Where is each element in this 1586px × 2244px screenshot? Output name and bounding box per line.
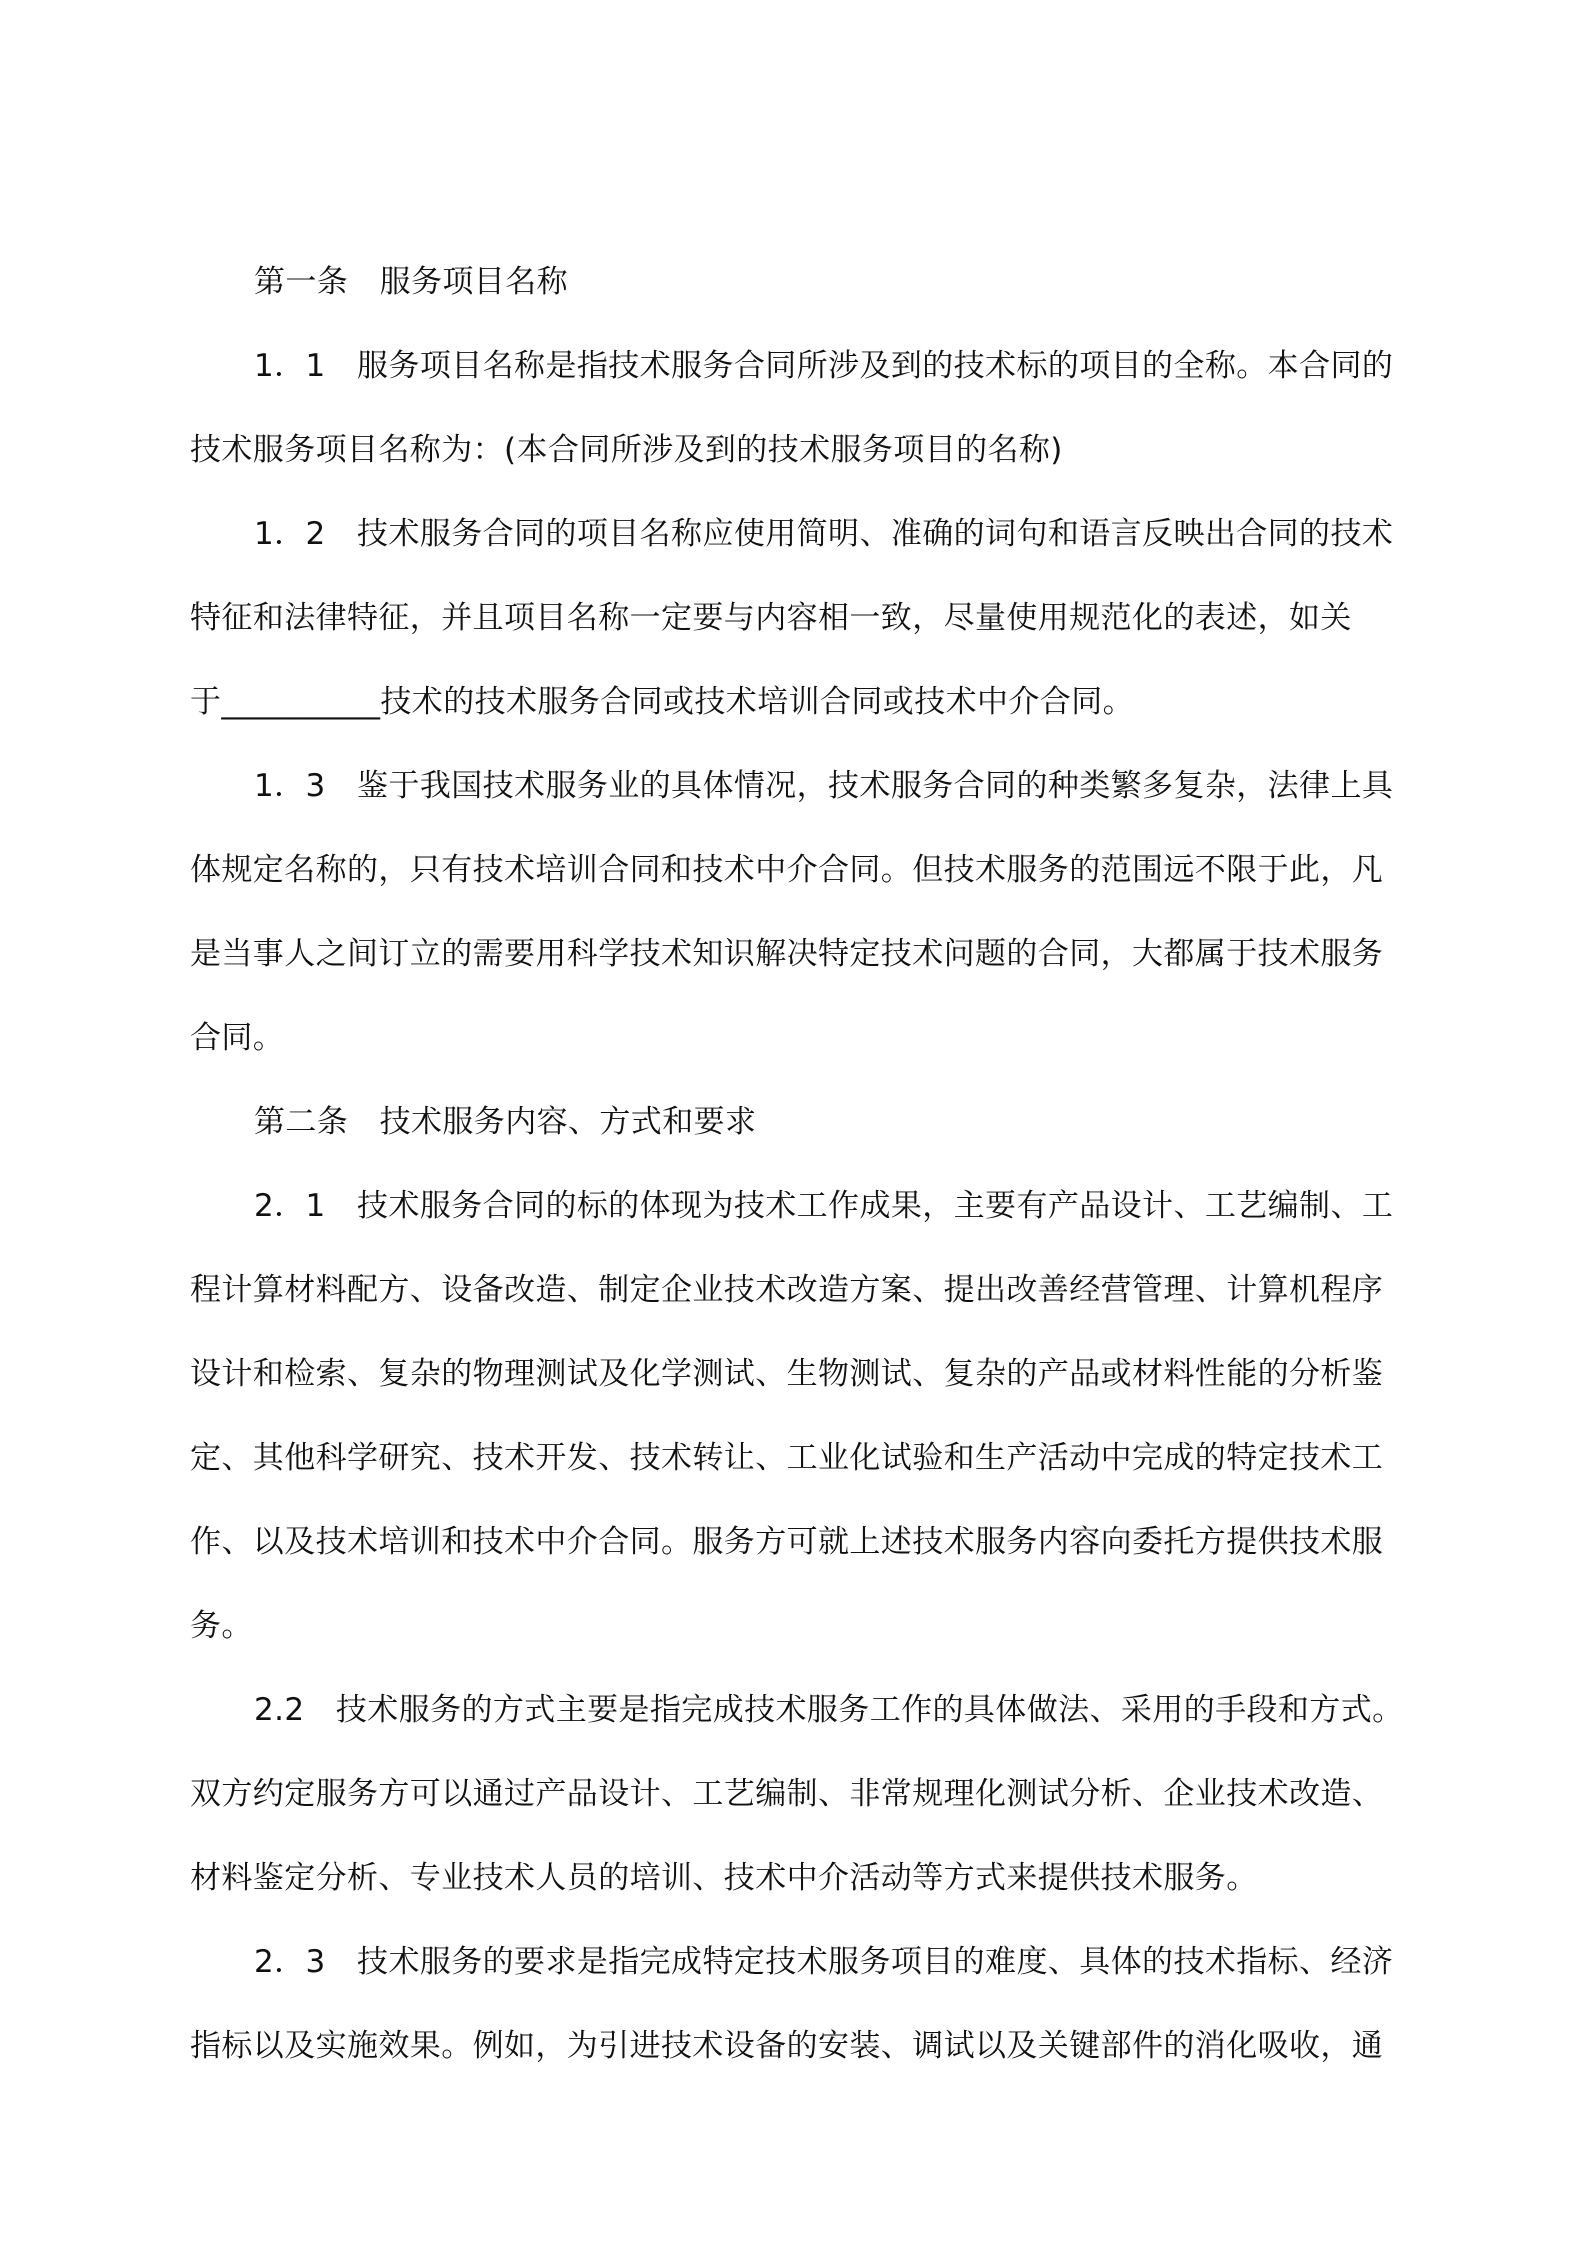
article-1-heading: 第一条 服务项目名称 xyxy=(254,264,568,300)
clause-2-2-line-2: 双方约定服务方可以通过产品设计、工艺编制、非常规理化测试分析、企业技术改造、 xyxy=(190,1776,1384,1812)
clause-2-1-line-6: 务。 xyxy=(190,1608,253,1644)
clause-2-1-line-1: 2．1 技术服务合同的标的体现为技术工作成果，主要有产品设计、工艺编制、工 xyxy=(254,1188,1394,1224)
clause-1-2-line-2: 特征和法律特征，并且项目名称一定要与内容相一致，尽量使用规范化的表述，如关 xyxy=(190,600,1352,636)
clause-1-3-line-2: 体规定名称的，只有技术培训合同和技术中介合同。但技术服务的范围远不限于此，凡 xyxy=(190,852,1384,888)
clause-2-3-line-2: 指标以及实施效果。例如，为引进技术设备的安装、调试以及关键部件的消化吸收，通 xyxy=(190,2028,1384,2064)
article-2-heading: 第二条 技术服务内容、方式和要求 xyxy=(254,1104,757,1140)
clause-2-1-line-5: 作、以及技术培训和技术中介合同。服务方可就上述技术服务内容向委托方提供技术服 xyxy=(190,1524,1384,1560)
clause-1-3-line-4: 合同。 xyxy=(190,1020,285,1056)
clause-2-2-line-3: 材料鉴定分析、专业技术人员的培训、技术中介活动等方式来提供技术服务。 xyxy=(190,1860,1258,1896)
clause-1-1-line-2: 技术服务项目名称为：(本合同所涉及到的技术服务项目的名称) xyxy=(190,432,1063,468)
clause-1-3-line-1: 1．3 鉴于我国技术服务业的具体情况，技术服务合同的种类繁多复杂，法律上具 xyxy=(254,768,1394,804)
document-body xyxy=(190,240,1405,2088)
clause-2-3-line-1: 2．3 技术服务的要求是指完成特定技术服务项目的难度、具体的技术指标、经济 xyxy=(254,1944,1394,1980)
clause-1-1-line-1: 1．1 服务项目名称是指技术服务合同所涉及到的技术标的项目的全称。本合同的 xyxy=(254,348,1394,384)
clause-1-2-line-1: 1．2 技术服务合同的项目名称应使用简明、准确的词句和语言反映出合同的技术 xyxy=(254,516,1394,552)
clause-2-1-line-4: 定、其他科学研究、技术开发、技术转让、工业化试验和生产活动中完成的特定技术工 xyxy=(190,1440,1384,1476)
clause-2-1-line-2: 程计算材料配方、设备改造、制定企业技术改造方案、提出改善经营管理、计算机程序 xyxy=(190,1272,1384,1308)
clause-2-2-line-1: 2.2 技术服务的方式主要是指完成技术服务工作的具体做法、采用的手段和方式。 xyxy=(254,1692,1404,1728)
clause-1-3-line-3: 是当事人之间订立的需要用科学技术知识解决特定技术问题的合同，大都属于技术服务 xyxy=(190,936,1384,972)
clause-2-1-line-3: 设计和检索、复杂的物理测试及化学测试、生物测试、复杂的产品或材料性能的分析鉴 xyxy=(190,1356,1384,1392)
clause-1-2-line-3: 于__________技术的技术服务合同或技术培训合同或技术中介合同。 xyxy=(190,684,1134,720)
